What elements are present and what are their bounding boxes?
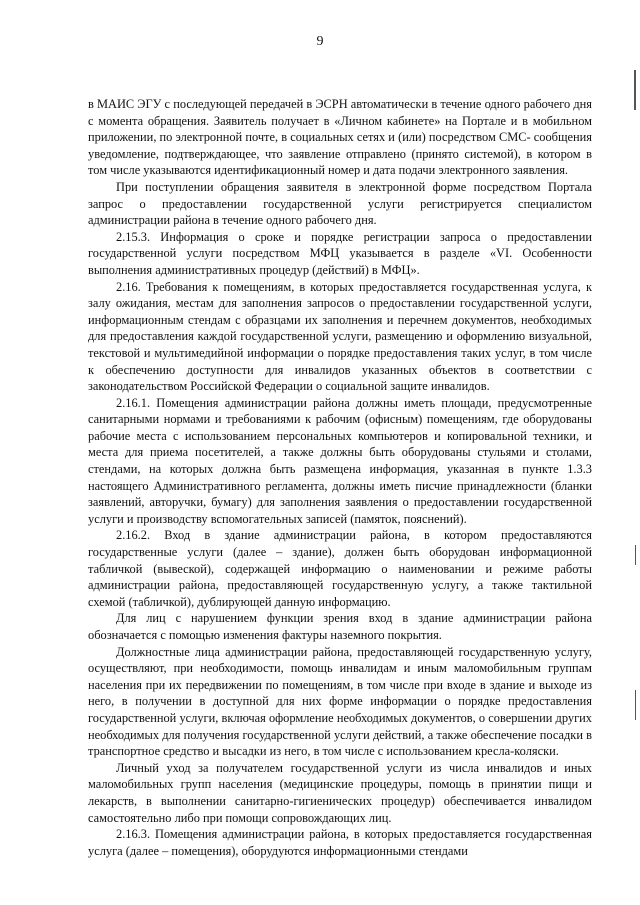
- paragraph-10: 2.16.3. Помещения администрации района, в которых предоставляется государственная услуга (далее – помещения), оборудуются информационными стендами: [88, 827, 592, 858]
- paragraph-4: 2.16. Требования к помещениям, в которых предоставляется государственная услуга, к залу ожидания, местам для заполнения запросов о предоставлении государственной услуги, информационным стендам с образцами их заполнения и перечнем документов, необходимых для предоставления каждой государственной услуги, размещению и оформлению визуальной, текстовой и мультимедийной информации о порядке предоставления таких услуг, в том числе к обеспечению доступности для инвалидов указанных объектов в соответствии с законодательством Российской Федерации о социальной защите инвалидов.: [88, 279, 592, 394]
- paragraph-6: 2.16.2. Вход в здание администрации района, в котором предоставляются государственные услуги (далее – здание), должен быть оборудован информационной табличкой (вывеской), содержащей информацию о наименовании и режиме работы администрации района, предоставляющей государственную услугу, а также тактильной схемой (табличкой), дублирующей данную информацию.: [88, 528, 592, 609]
- paragraph-8: Должностные лица администрации района, предоставляющей государственную услугу, осуществляют, при необходимости, помощь инвалидам и иным маломобильным группам населения при их передвижении по помещениям, в том числе при входе в здание и выходе из него, в получении в доступной для них форме информации о порядке предоставления государственной услуги, включая оформление необходимых документов, о совершении других необходимых для получения государственной услуги действий, а также обеспечение посадки в транспортное средство и высадки из него, в том числе с использованием кресла-коляски.: [88, 644, 592, 759]
- scan-edge-mark: [635, 690, 636, 720]
- paragraph-9: Личный уход за получателем государственной услуги из числа инвалидов и иных маломобильных групп населения (медицинские процедуры, помощь в принятии пищи и лекарств, в выполнении санитарно-гигиенических процедур) обеспечивается инвалидом самостоятельно либо при помощи сопровождающих лиц.: [88, 760, 592, 825]
- page-number: 9: [316, 34, 324, 49]
- paragraph-1: в МАИС ЭГУ с последующей передачей в ЭСРН автоматически в течение одного рабочего дня с момента обращения. Заявитель получает в «Личном кабинете» на Портале и в мобильном приложении, по электронной почте, в социальных сетях и (или) посредством СМС- сообщения уведомление, подтверждающее, что заявление отправлено (принято системой), в котором в том числе указываются идентификационный номер и дата подачи электронного заявления.: [88, 97, 592, 178]
- paragraph-5: 2.16.1. Помещения администрации района должны иметь площади, предусмотренные санитарными нормами и требованиями к рабочим (офисным) помещениям, где оборудованы рабочие места с использованием персональных компьютеров и копировальной техники, и места для приема посетителей, а также должны быть оборудованы стульями и столами, стендами, на которых должна быть размещена информация, указанная в пункте 1.3.3 настоящего Административного регламента, должны иметь писчие принадлежности (бланки заявлений, авторучки, бумагу) для заполнения заявления о предоставлении государственной услуги и производству вспомогательных записей (памяток, пояснений).: [88, 395, 592, 526]
- document-body: [88, 96, 592, 859]
- paragraph-7: Для лиц с нарушением функции зрения вход в здание администрации района обозначается с помощью изменения фактуры наземного покрытия.: [88, 611, 592, 642]
- scan-edge-mark: [635, 545, 636, 565]
- paragraph-2: При поступлении обращения заявителя в электронной форме посредством Портала запрос о предоставлении государственной услуги регистрируется специалистом администрации района в течение одного рабочего дня.: [88, 179, 592, 228]
- scan-edge-mark: [634, 70, 636, 110]
- paragraph-3: 2.15.3. Информация о сроке и порядке регистрации запроса о предоставлении государственной услуги посредством МФЦ указывается в разделе «VI. Особенности выполнения административных процедур (действий) в МФЦ».: [88, 229, 592, 277]
